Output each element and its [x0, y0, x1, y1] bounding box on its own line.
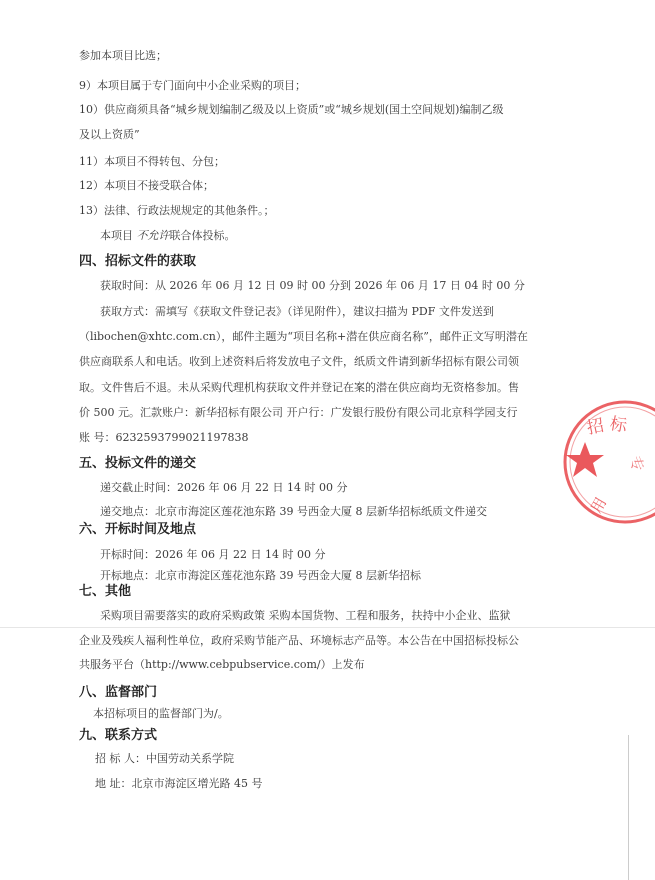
line-consortium — [100, 229, 236, 243]
page-edge-line — [628, 735, 629, 880]
line-policy: 采购项目需要落实的政府采购政策 采购本国货物、工程和服务，扶持中小企业、监狱 — [100, 609, 511, 622]
section-heading-4: 四、招标文件的获取 — [79, 254, 197, 269]
line-submit-location: 递交地点：北京市海淀区莲花池东路 39 号西金大厦 8 层新华招标纸质文件递交 — [100, 505, 487, 518]
line-opening-location: 开标地点：北京市海淀区莲花池东路 39 号西金大厦 8 层新华招标 — [100, 569, 421, 582]
line-item-11: 11）本项目不得转包、分包； — [79, 155, 225, 168]
line-item-13: 13）法律、行政法规规定的其他条件。； — [79, 204, 275, 217]
seal-stamp-icon — [555, 400, 655, 530]
line-item-12: 12）本项目不接受联合体； — [79, 179, 214, 192]
svg-text:标: 标 — [608, 413, 629, 437]
section-heading-7: 七、其他 — [79, 584, 132, 599]
section-heading-9: 九、联系方式 — [79, 728, 158, 743]
svg-text:专: 专 — [625, 453, 648, 474]
svg-text:招: 招 — [585, 415, 606, 439]
line-item-10: 10）供应商须具备“城乡规划编制乙级及以上资质”或“城乡规划(国土空间规划)编制乙级 — [79, 103, 504, 116]
line-item-9: 9）本项目属于专门面向中小企业采购的项目； — [79, 79, 306, 92]
line-submit-deadline: 递交截止时间：2026 年 06 月 22 日 14 时 00 分 — [100, 481, 348, 494]
line-obtain-method: 获取方式：需填写《获取文件登记表》（详见附件），建议扫描为 PDF 文件发送到 — [100, 305, 494, 318]
line-obtain-refund: 取。文件售后不退。未从采购代理机构获取文件并登记在案的潜在供应商均无资格参加。售 — [79, 381, 519, 394]
section-heading-6: 六、开标时间及地点 — [79, 522, 197, 537]
line-publish-platform: 共服务平台（http://www.cebpubservice.com/）上发布 — [79, 658, 365, 671]
consortium-emphasis: 不允许 — [136, 229, 170, 242]
line-tenderer: 招 标 人：中国劳动关系学院 — [95, 752, 234, 765]
line-obtain-email: （libochen@xhtc.com.cn），邮件主题为“项目名称+潜在供应商名称”，邮件正文写明潜在 — [79, 330, 528, 343]
line-obtain-contact: 供应商联系人和电话。收到上述资料后将发放电子文件，纸质文件请到新华招标有限公司领 — [79, 355, 519, 368]
line-address: 地 址：北京市海淀区增光路 45 号 — [95, 777, 263, 790]
line-obtain-price: 价 500 元。汇款账户：新华招标有限公司 开户行：广发银行股份有限公司北京科学园支行 — [79, 406, 518, 419]
section-heading-5: 五、投标文件的递交 — [79, 456, 197, 471]
section-heading-8: 八、监督部门 — [79, 685, 158, 700]
page-fold-line — [0, 627, 655, 628]
svg-text:用: 用 — [587, 494, 611, 517]
line-opening-time: 开标时间：2026 年 06 月 22 日 14 时 00 分 — [100, 548, 326, 561]
consortium-suffix: 联合体投标。 — [169, 229, 236, 242]
line-participate: 参加本项目比选； — [79, 49, 167, 62]
line-item-10-cont: 及以上资质” — [79, 128, 140, 141]
consortium-prefix: 本项目 — [100, 229, 137, 242]
line-obtain-time: 获取时间：从 2026 年 06 月 12 日 09 时 00 分到 2026 年 06 月 17 日 04 时 00 分 — [100, 279, 525, 292]
line-supervision: 本招标项目的监督部门为/。 — [93, 707, 229, 720]
line-account-number: 账 号：6232593799021197838 — [79, 431, 249, 444]
company-seal — [555, 400, 655, 530]
line-policy-cont: 企业及残疾人福利性单位，政府采购节能产品、环境标志产品等。本公告在中国招标投标公 — [79, 634, 519, 647]
